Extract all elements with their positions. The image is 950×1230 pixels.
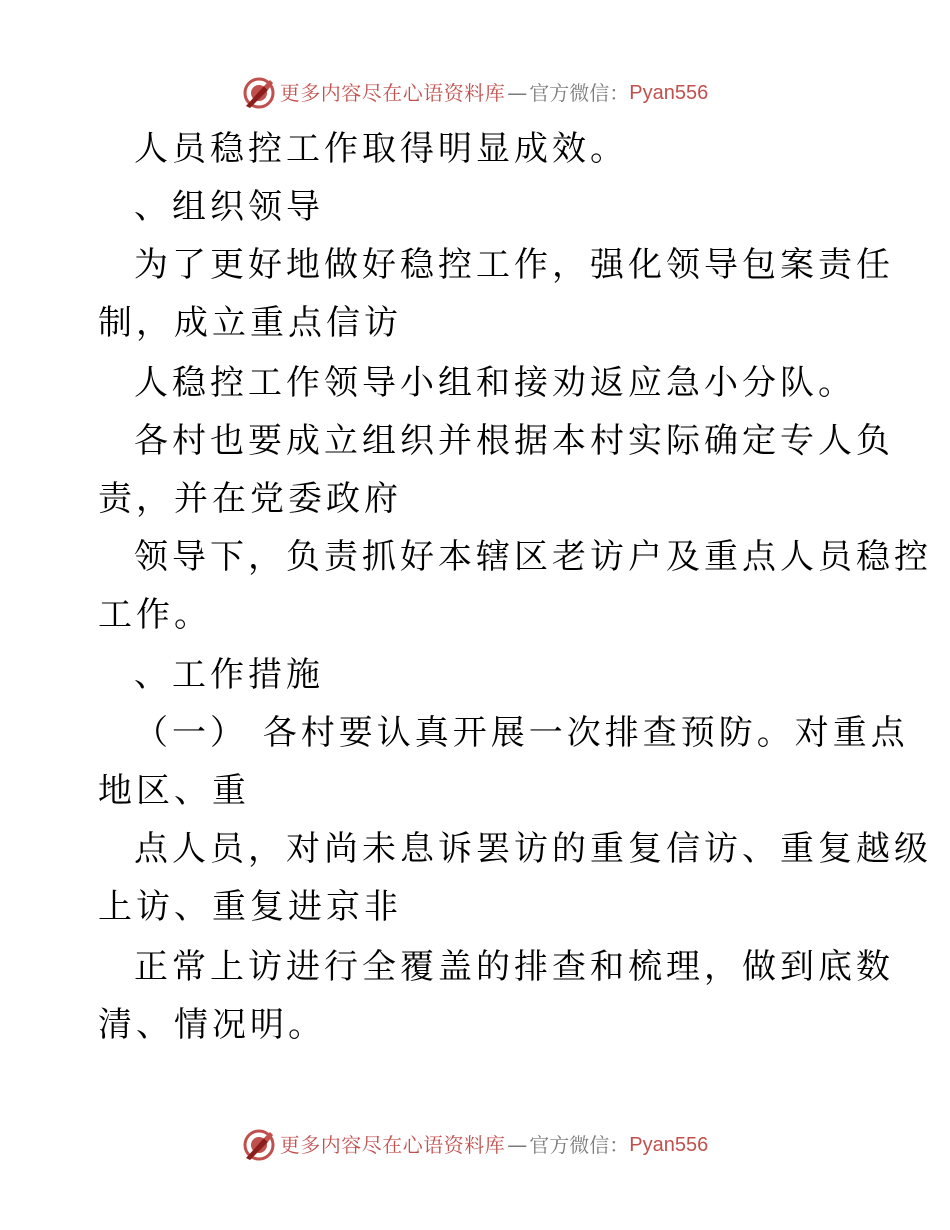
watermark-separator: —: [507, 81, 528, 105]
header-watermark: [0, 76, 950, 110]
section-heading: 、工作措施: [134, 655, 324, 695]
paragraph-line: 清、情况明。: [98, 1005, 326, 1045]
watermark-separator: —: [507, 1133, 528, 1157]
paragraph-line: 正常上访进行全覆盖的排查和梳理，做到底数: [134, 947, 894, 987]
paragraph-line: 地区、重: [98, 771, 250, 811]
paragraph-line: 人稳控工作领导小组和接劝返应急小分队。: [134, 363, 856, 403]
section-heading: 、组织领导: [134, 187, 324, 227]
paragraph-line: 工作。: [98, 595, 212, 635]
paragraph-line: 责，并在党委政府: [98, 479, 402, 519]
paragraph-line: 人员稳控工作取得明显成效。: [134, 129, 628, 169]
watermark-site-text: 更多内容尽在心语资料库: [279, 81, 506, 105]
watermark-label: 官方微信：: [529, 1133, 630, 1157]
paragraph-line: 制，成立重点信访: [98, 303, 402, 343]
paragraph-line: 上访、重复进京非: [98, 887, 402, 927]
paragraph-line: 各村也要成立组织并根据本村实际确定专人负: [134, 421, 894, 461]
paragraph-line: （一） 各村要认真开展一次排查预防。对重点: [134, 713, 909, 753]
watermark-id: Pyan556: [629, 82, 709, 104]
watermark-id: Pyan556: [629, 1134, 709, 1156]
watermark-site-text: 更多内容尽在心语资料库: [279, 1133, 506, 1157]
pen-logo-icon: [242, 1128, 276, 1162]
pen-logo-icon: [242, 76, 276, 110]
paragraph-line: 点人员，对尚未息诉罢访的重复信访、重复越级: [134, 829, 932, 869]
watermark-label: 官方微信：: [529, 81, 630, 105]
paragraph-line: 领导下，负责抓好本辖区老访户及重点人员稳控: [134, 537, 932, 577]
paragraph-line: 为了更好地做好稳控工作，强化领导包案责任: [134, 245, 894, 285]
footer-watermark: [0, 1128, 950, 1162]
